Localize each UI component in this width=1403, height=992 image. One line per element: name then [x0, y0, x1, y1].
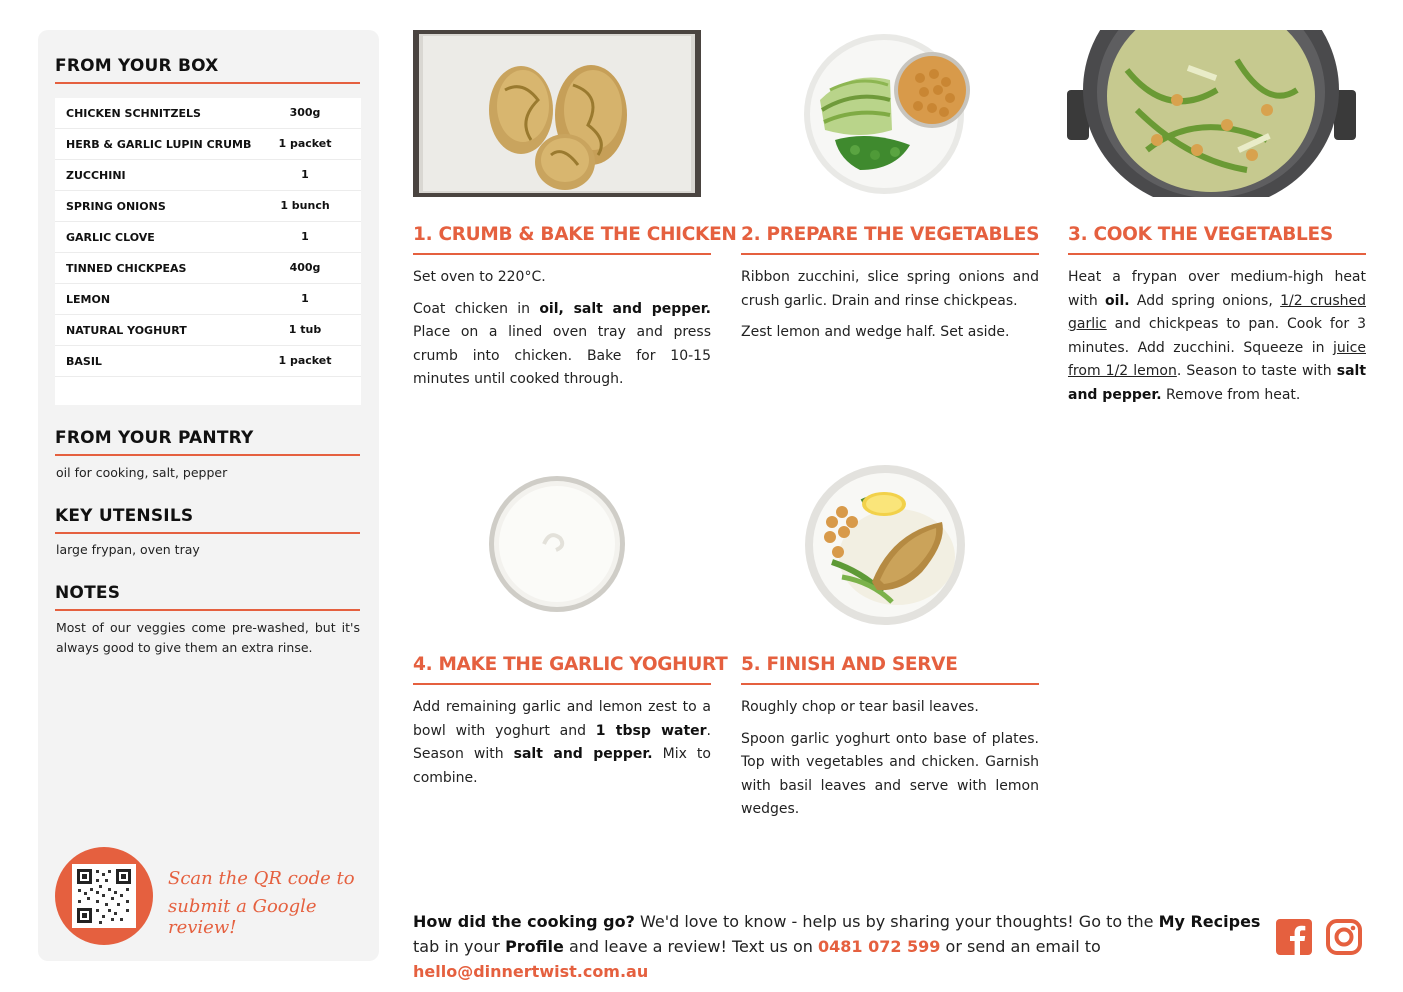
ingredient-name: ZUCCHINI [66, 169, 126, 182]
step-3-title: 3. COOK THE VEGETABLES [1068, 224, 1333, 245]
ingredient-row [55, 284, 361, 315]
text-run: We'd love to know - help us by sharing your thoughts! Go to the [634, 912, 1159, 931]
text-run: Coat chicken in [413, 300, 540, 317]
ingredient-name: GARLIC CLOVE [66, 231, 155, 244]
underlined-run: juice from 1/2 lemon [1068, 339, 1366, 379]
step-5-p1: Roughly chop or tear basil leaves. [741, 699, 979, 715]
step-1-rule [413, 253, 711, 255]
ingredient-qty: 1 tub [288, 323, 322, 336]
finished-plate-photo [802, 462, 968, 628]
ingredient-name: SPRING ONIONS [66, 200, 166, 213]
notes-heading-rule [55, 609, 360, 611]
underlined-run: 1/2 crushed garlic [1068, 292, 1366, 332]
bold-run: oil, salt and pepper. [539, 300, 711, 317]
bold-run: salt and pepper. [513, 746, 653, 762]
my-recipes-text: My Recipes [1158, 912, 1261, 931]
qr-code-icon[interactable] [72, 864, 136, 928]
vegetables-bowl-photo [800, 30, 976, 197]
pantry-text: oil for cooking, salt, pepper [56, 465, 228, 480]
pantry-heading-rule [55, 454, 360, 456]
ingredient-row [55, 315, 361, 346]
ingredient-name: CHICKEN SCHNITZELS [66, 107, 201, 120]
step-2-p2: Zest lemon and wedge half. Set aside. [741, 324, 1010, 340]
step-1-p2 [413, 298, 711, 392]
text-run: Remove from heat. [1161, 386, 1301, 403]
step-1-title: 1. CRUMB & BAKE THE CHICKEN [413, 224, 737, 245]
phone-link[interactable]: 0481 072 599 [817, 937, 941, 956]
footer-question: How did the cooking go? [413, 912, 635, 931]
yoghurt-bowl-photo [486, 474, 628, 614]
instagram-icon[interactable] [1326, 919, 1362, 955]
text-run: . Season to taste with [1176, 363, 1337, 379]
ingredient-qty: 400g [289, 261, 321, 274]
ingredient-name: LEMON [66, 293, 111, 306]
step-2-body [741, 266, 1039, 353]
ingredient-row [55, 191, 361, 222]
step-1-body [413, 266, 711, 400]
step-4-title: 4. MAKE THE GARLIC YOGHURT [413, 654, 728, 675]
text-run: and leave a review! Text us on [563, 937, 818, 956]
step-4-p1 [413, 696, 711, 790]
ingredient-name: BASIL [66, 355, 102, 368]
utensils-heading-rule [55, 532, 360, 534]
text-run: Add remaining garlic and lemon zest to a bowl with yoghurt and [413, 699, 711, 739]
ingredient-row [55, 222, 361, 253]
text-run: Mix to combine. [413, 746, 711, 786]
step-5-title: 5. FINISH AND SERVE [741, 654, 958, 675]
email-link[interactable]: hello@dinnertwist.com.au [413, 962, 649, 981]
step-4-rule [413, 683, 711, 685]
step-2-title: 2. PREPARE THE VEGETABLES [741, 224, 1040, 245]
notes-heading: NOTES [55, 583, 121, 603]
ingredient-name: NATURAL YOGHURT [66, 324, 187, 337]
bold-run: salt and pepper. [1068, 363, 1367, 403]
box-heading-rule [55, 82, 360, 84]
ingredients-table [55, 98, 361, 405]
step-1-p1: Set oven to 220°C. [413, 269, 546, 285]
step-2-rule [741, 253, 1039, 255]
step-4-body [413, 696, 711, 798]
step-5-rule [741, 683, 1039, 685]
text-run: Place on a lined oven tray and press crumb into chicken. Bake for 10-15 minutes until cooked through. [413, 324, 711, 387]
qr-caption-line-1: Scan the QR code to [168, 868, 355, 889]
ingredient-row [55, 98, 361, 129]
utensils-text: large frypan, oven tray [56, 542, 200, 557]
qr-badge [55, 847, 153, 945]
text-run: Add spring onions, [1129, 292, 1281, 309]
text-run: . Season with [413, 722, 711, 762]
bold-run: oil. [1105, 292, 1130, 309]
ingredient-name: HERB & GARLIC LUPIN CRUMB [66, 138, 252, 151]
utensils-heading: KEY UTENSILS [55, 506, 194, 526]
box-heading: FROM YOUR BOX [55, 56, 219, 76]
text-run: or send an email to [940, 937, 1101, 956]
ingredient-name: TINNED CHICKPEAS [66, 262, 187, 275]
text-run: tab in your [413, 937, 506, 956]
chicken-tray-photo [413, 30, 701, 197]
ingredient-row [55, 253, 361, 284]
ingredient-qty: 1 [301, 292, 309, 305]
review-footer [413, 909, 1273, 984]
ingredient-qty: 1 packet [278, 137, 332, 150]
qr-caption-line-2: submit a Google review! [168, 896, 317, 938]
ingredient-row [55, 346, 361, 377]
step-3-p1 [1068, 266, 1366, 407]
step-2-p1: Ribbon zucchini, slice spring onions and crush garlic. Drain and rinse chickpeas. [741, 269, 1039, 309]
facebook-icon[interactable] [1276, 919, 1312, 955]
ingredient-qty: 1 [301, 168, 309, 181]
ingredient-row [55, 160, 361, 191]
text-run: Heat a frypan over medium-high heat with [1068, 269, 1366, 309]
step-3-rule [1068, 253, 1366, 255]
pantry-heading: FROM YOUR PANTRY [55, 428, 254, 448]
frypan-photo [1067, 30, 1356, 197]
step-3-body [1068, 266, 1366, 415]
notes-text: Most of our veggies come pre-washed, but it's always good to give them an extra rinse. [56, 620, 360, 655]
text-run: and chickpeas to pan. Cook for 3 minutes. Add zucchini. Squeeze in [1068, 316, 1366, 356]
ingredient-qty: 1 bunch [280, 199, 330, 212]
ingredient-row [55, 129, 361, 160]
ingredient-qty: 300g [289, 106, 321, 119]
bold-run: 1 tbsp water [595, 722, 707, 739]
ingredient-qty: 1 [301, 230, 309, 243]
ingredient-qty: 1 packet [278, 354, 332, 367]
profile-text: Profile [505, 937, 564, 956]
sidebar [38, 30, 379, 961]
step-5-body [741, 696, 1039, 830]
step-5-p2: Spoon garlic yoghurt onto base of plates. Top with vegetables and chicken. Garnish with basil leaves and serve with lemon wedges. [741, 730, 1039, 817]
